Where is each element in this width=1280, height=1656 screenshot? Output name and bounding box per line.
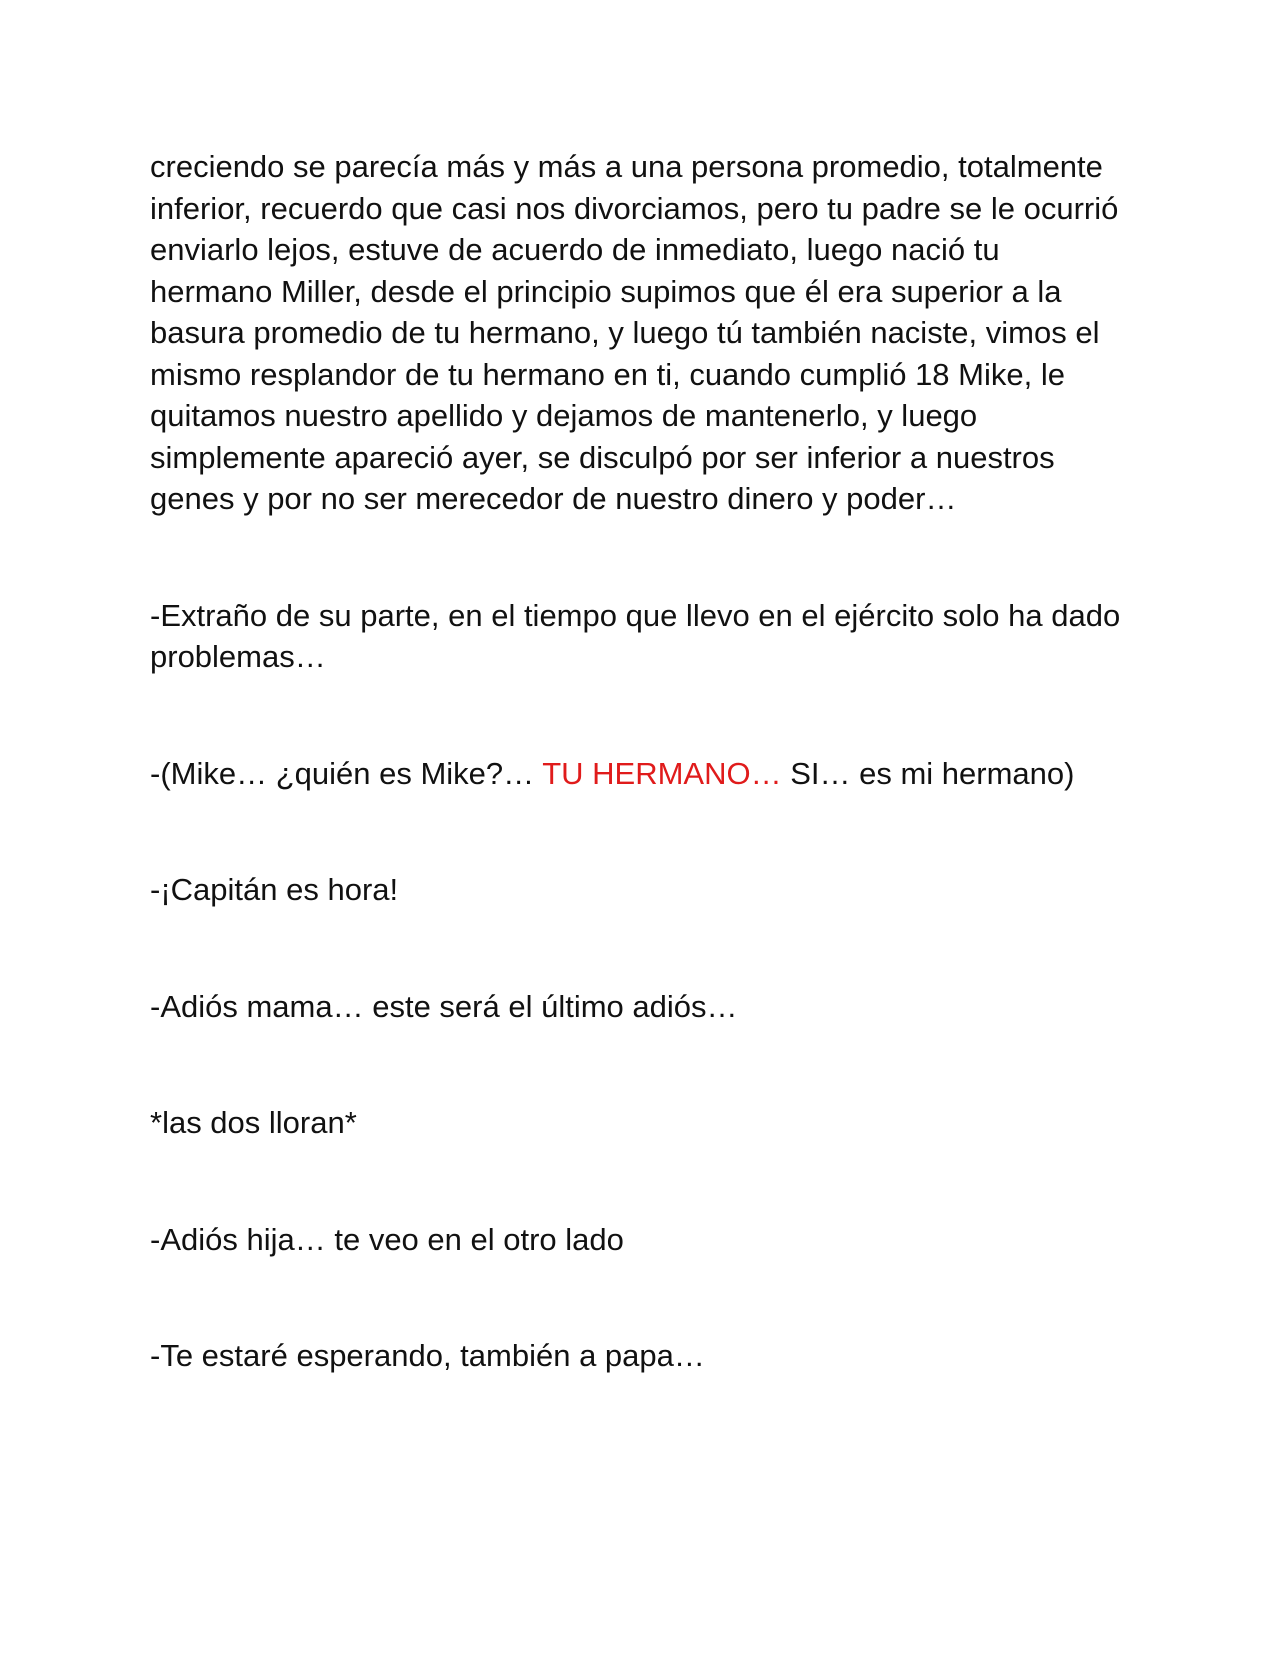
document-body bbox=[150, 146, 1130, 1377]
paragraph-narration: creciendo se parecía más y más a una persona promedio, totalmente inferior, recuerdo que casi nos divorciamos, pero tu padre se le ocurrió enviarlo lejos, estuve de acuerdo de inmediato, luego nació tu hermano Miller, desde el principio supimos que él era superior a la basura promedio de tu hermano, y luego tú también naciste, vimos el mismo resplandor de tu hermano en ti, cuando cumplió 18 Mike, le quitamos nuestro apellido y dejamos de mantenerlo, y luego simplemente apareció ayer, se disculpó por ser inferior a nuestros genes y por no ser merecedor de nuestro dinero y poder… bbox=[150, 149, 1119, 516]
paragraph-dialogue-waiting: -Te estaré esperando, también a papa… bbox=[150, 1338, 705, 1373]
paragraph-dialogue-goodbye-mom: -Adiós mama… este será el último adiós… bbox=[150, 988, 738, 1024]
paragraph-dialogue-mike bbox=[150, 753, 1130, 795]
mike-text-after: SI… es mi hermano) bbox=[781, 755, 1075, 791]
mike-text-before: -(Mike… ¿quién es Mike?… bbox=[150, 755, 543, 791]
paragraph-dialogue-captain: -¡Capitán es hora! bbox=[150, 872, 399, 907]
highlighted-text: TU HERMANO… bbox=[542, 755, 782, 791]
paragraph-action-crying: *las dos lloran* bbox=[150, 1105, 357, 1140]
paragraph-dialogue-goodbye-daughter: -Adiós hija… te veo en el otro lado bbox=[150, 1221, 624, 1257]
paragraph-dialogue-army: -Extraño de su parte, en el tiempo que llevo en el ejército solo ha dado problemas… bbox=[150, 597, 1121, 674]
